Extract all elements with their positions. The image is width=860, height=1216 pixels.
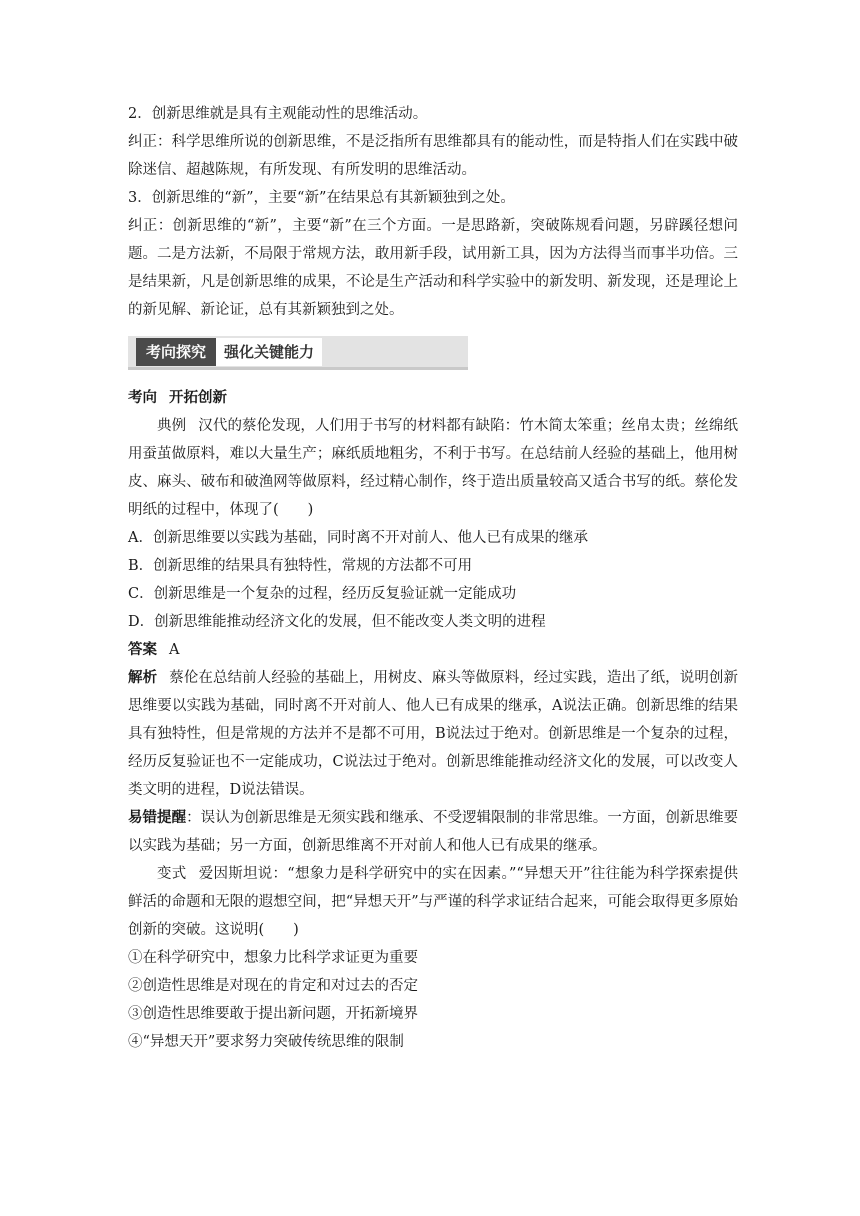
variant-option-2: ②创造性思维是对现在的肯定和对过去的否定 — [128, 978, 418, 994]
variant-text: 爱因斯坦说：“想象力是科学研究中的实在因素。”“异想天开”往往能为科学探索提供鲜活的命题和无限的遐想空间，把“异想天开”与严谨的科学求证结合起来，可能会取得更多原始创新的突破。这说明( ) — [128, 866, 739, 938]
error-tip-label: 易错提醒 — [128, 809, 187, 826]
misconception-corrections — [128, 100, 738, 324]
answer-line — [128, 636, 738, 664]
correction-item-2: 纠正：科学思维所说的创新思维，不是泛指所有思维都具有的能动性，而是特指人们在实践中破除迷信、超越陈规，有所发现、有所发明的思维活动。 — [128, 134, 738, 178]
error-tip-text: ：误认为创新思维是无须实践和继承、不受逻辑限制的非常思维。一方面，创新思维要以实践为基础；另一方面，创新思维离不开对前人和他人已有成果的继承。 — [128, 810, 739, 854]
topic-label: 考向 — [128, 389, 157, 406]
option-a: A．创新思维要以实践为基础，同时离不开对前人、他人已有成果的继承 — [128, 530, 588, 546]
answer-label: 答案 — [128, 641, 157, 658]
analysis-text: 蔡伦在总结前人经验的基础上，用树皮、麻头等做原料，经过实践，造出了纸，说明创新思维要以实践为基础，同时离不开对前人、他人已有成果的继承，A说法正确。创新思维的结果具有独特性，但是常规的方法并不是都不可用，B说法过于绝对。创新思维是一个复杂的过程，经历反复验证也不一定能成功，C说法过于绝对。创新思维能推动经济文化的发展，可以改变人类文明的进程，D说法错误。 — [128, 670, 738, 798]
variant-option-4: ④“异想天开”要求努力突破传统思维的限制 — [128, 1034, 404, 1050]
section-banner — [128, 336, 468, 370]
example-label: 典例 — [157, 418, 187, 434]
example-text: 汉代的蔡伦发现，人们用于书写的材料都有缺陷：竹木简太笨重；丝帛太贵；丝绵纸用蚕茧做原料，难以大量生产；麻纸质地粗劣，不利于书写。在总结前人经验的基础上，他用树皮、麻头、破布和破渔网等做原料，经过精心制作，终于造出质量较高又适合书写的纸。蔡伦发明纸的过程中，体现了( ) — [128, 418, 739, 518]
section-tab-secondary: 强化关键能力 — [216, 338, 322, 366]
answer-value: A — [169, 642, 180, 658]
misconception-item-3: 3．创新思维的“新”，主要“新”在结果总有其新颖独到之处。 — [128, 190, 515, 206]
option-c: C．创新思维是一个复杂的过程，经历反复验证就一定能成功 — [128, 586, 517, 602]
topic-heading — [128, 384, 738, 412]
analysis-label: 解析 — [128, 669, 158, 686]
section-tab-primary: 考向探究 — [136, 338, 216, 366]
variant-question — [128, 860, 738, 944]
variant-option-3: ③创造性思维要敢于提出新问题，开拓新境界 — [128, 1006, 418, 1022]
option-d: D．创新思维能推动经济文化的发展，但不能改变人类文明的进程 — [128, 614, 546, 630]
misconception-item-2: 2．创新思维就是具有主观能动性的思维活动。 — [128, 106, 428, 122]
analysis-paragraph — [128, 664, 738, 804]
variant-option-1: ①在科学研究中，想象力比科学求证更为重要 — [128, 950, 418, 966]
example-question — [128, 412, 738, 524]
topic-title: 开拓创新 — [169, 389, 227, 406]
option-b: B．创新思维的结果具有独特性，常规的方法都不可用 — [128, 558, 473, 574]
variant-label: 变式 — [157, 866, 187, 882]
page-content — [128, 100, 738, 1056]
error-tip-paragraph — [128, 804, 738, 860]
correction-item-3: 纠正：创新思维的“新”，主要“新”在三个方面。一是思路新，突破陈规看问题，另辟蹊径想问题。二是方法新，不局限于常规方法，敢用新手段，试用新工具，因为方法得当而事半功倍。三是结果新，凡是创新思维的成果，不论是生产活动和科学实验中的新发明、新发现，还是理论上的新见解、新论证，总有其新颖独到之处。 — [128, 218, 738, 318]
